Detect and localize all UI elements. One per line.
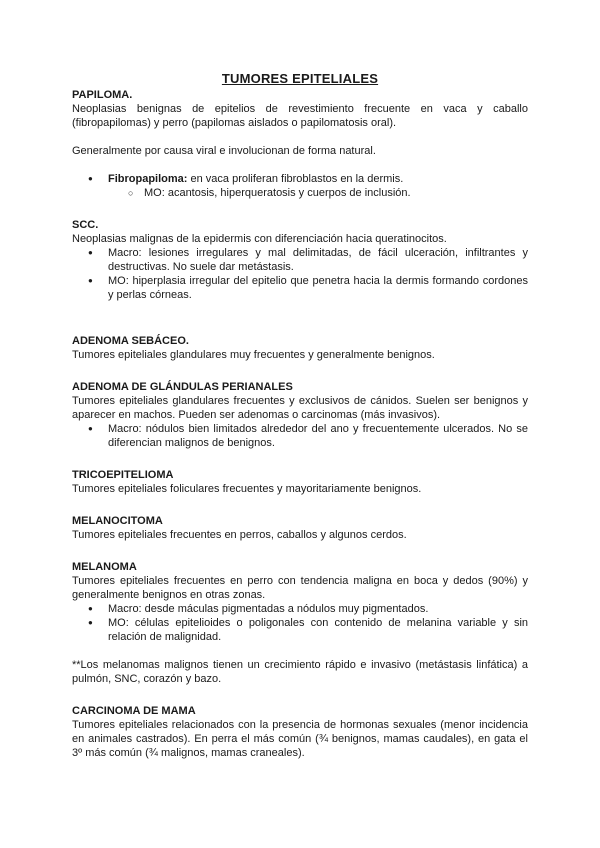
papiloma-text-2: Generalmente por causa viral e involucionan de forma natural. [72,145,376,157]
melanoma-text: Tumores epiteliales frecuentes en perro con tendencia maligna en boca y dedos (90%) y generalmente benignos en otras zonas. [72,575,528,601]
papiloma-bullet-fibropapiloma [72,172,528,186]
melanocitoma-text: Tumores epiteliales frecuentes en perros, caballos y algunos cerdos. [72,529,407,541]
scc-text: Neoplasias malignas de la epidermis con diferenciación hacia queratinocitos. [72,233,447,245]
document-page [72,72,528,760]
adenoma-sebaceo-text: Tumores epiteliales glandulares muy frecuentes y generalmente benignos. [72,349,435,361]
melanoma-bullet-macro: ● Macro: desde máculas pigmentadas a nódulos muy pigmentados. [72,602,528,616]
adenoma-sebaceo-heading: ADENOMA SEBÁCEO. [72,335,189,347]
melanoma-heading: MELANOMA [72,561,137,573]
scc-list [72,246,528,302]
tricoepitelioma-heading: TRICOEPITELIOMA [72,469,174,481]
fibropapiloma-description: en vaca proliferan fibroblastos en la dermis. [187,173,404,185]
adenoma-perianales-list [72,422,528,450]
tricoepitelioma-text: Tumores epiteliales foliculares frecuentes y mayoritariamente benignos. [72,483,422,495]
adenoma-perianales-bullet-macro: ● Macro: nódulos bien limitados alrededor del ano y frecuentemente ulcerados. No se diferencian malignos de benignos. [72,422,528,450]
fibropapiloma-term: Fibropapiloma: [108,173,188,185]
document-title: TUMORES EPITELIALES [221,71,379,86]
melanoma-note: **Los melanomas malignos tienen un crecimiento rápido e invasivo (metástasis linfática) a pulmón, SNC, corazón y bazo. [72,659,528,685]
scc-bullet-mo: ● MO: hiperplasia irregular del epitelio que penetra hacia la dermis formando cordones y perlas córneas. [72,274,528,302]
melanoma-list [72,602,528,644]
papiloma-heading: PAPILOMA. [72,89,133,101]
carcinoma-mama-text: Tumores epiteliales relacionados con la presencia de hormonas sexuales (menor incidencia en animales castrados). En perra el más común (¾ benignos, mamas caudales), en gata el 3º más común (¾ malignos, mamas craneales). [72,719,528,759]
scc-bullet-macro: ● Macro: lesiones irregulares y mal delimitadas, de fácil ulceración, infiltrantes y destructivas. No suele dar metástasis. [72,246,528,274]
melanoma-bullet-mo: ● MO: células epitelioides o poligonales con contenido de melanina variable y sin relación de malignidad. [72,616,528,644]
papiloma-text: Neoplasias benignas de epitelios de revestimiento frecuente en vaca y caballo (fibropapilomas) y perro (papilomas aislados o papilomatosis oral). [72,103,528,129]
adenoma-perianales-text: Tumores epiteliales glandulares frecuentes y exclusivos de cánidos. Suelen ser benignos y aparecer en machos. Pueden ser adenomas o carcinomas (más invasivos). [72,395,528,421]
adenoma-perianales-heading: ADENOMA DE GLÁNDULAS PERIANALES [72,381,293,393]
melanocitoma-heading: MELANOCITOMA [72,515,163,527]
scc-heading: SCC. [72,219,99,231]
carcinoma-mama-heading: CARCINOMA DE MAMA [72,705,196,717]
papiloma-sub-bullet-mo: ○ MO: acantosis, hiperqueratosis y cuerpos de inclusión. [72,186,528,200]
papiloma-list [72,172,528,200]
